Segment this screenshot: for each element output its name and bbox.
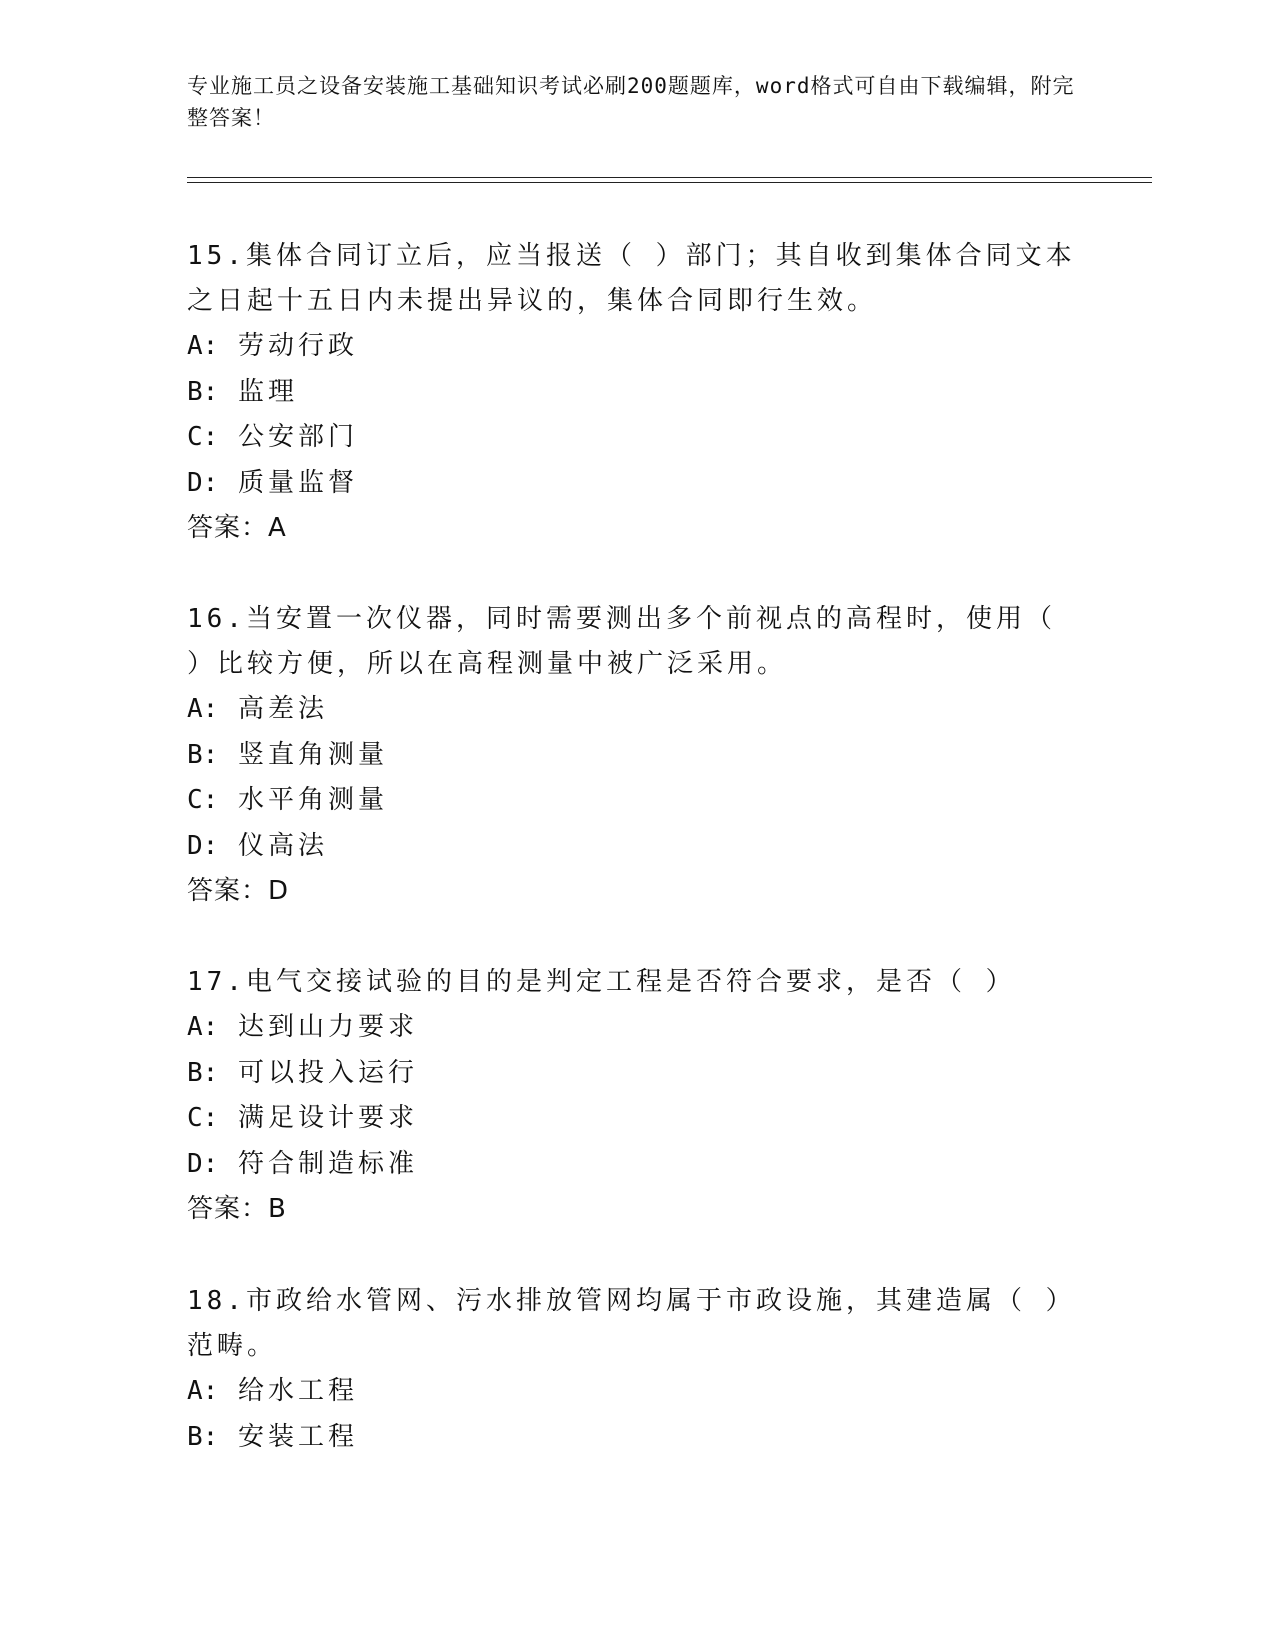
option-letter: B: [187, 376, 219, 407]
document-header: 专业施工员之设备安装施工基础知识考试必刷200题题库，word格式可自由下载编辑，附完整答案！ [187, 74, 1075, 130]
answer-label: 答案：B [187, 1194, 287, 1224]
question-17 [187, 960, 1077, 1233]
option-letter: B: [187, 739, 219, 770]
option-a [187, 324, 1077, 370]
option-d [187, 1142, 1077, 1188]
option-letter: A: [187, 694, 219, 724]
question-stem: 15.集体合同订立后，应当报送（ ）部门；其自收到集体合同文本之日起十五日内未提出异议的，集体合同即行生效。 [187, 241, 1076, 316]
question-stem: 17.电气交接试验的目的是判定工程是否符合要求，是否（ ） [187, 967, 1016, 997]
option-c [187, 778, 1077, 824]
option-d [187, 824, 1077, 870]
answer-label: 答案：A [187, 513, 287, 543]
option-letter: C: [187, 422, 219, 452]
option-letter: D: [187, 1148, 219, 1179]
question-18 [187, 1279, 1077, 1460]
option-b [187, 1415, 1077, 1461]
option-b [187, 1051, 1077, 1097]
option-d [187, 461, 1077, 507]
option-c [187, 1096, 1077, 1142]
option-text: 给水工程 [237, 1376, 358, 1406]
option-letter: D: [187, 830, 219, 861]
question-15 [187, 234, 1077, 552]
option-letter: A: [187, 1012, 219, 1042]
option-text: 满足设计要求 [237, 1103, 418, 1133]
option-a [187, 1369, 1077, 1415]
option-b [187, 370, 1077, 416]
option-c [187, 415, 1077, 461]
header-divider-bottom [187, 182, 1152, 183]
option-b [187, 733, 1077, 779]
question-16 [187, 597, 1077, 915]
option-letter: B: [187, 1421, 219, 1452]
option-letter: D: [187, 467, 219, 498]
option-letter: A: [187, 1376, 219, 1406]
option-a [187, 687, 1077, 733]
option-letter: B: [187, 1057, 219, 1088]
question-stem: 18.市政给水管网、污水排放管网均属于市政设施，其建造属（ ）范畴。 [187, 1286, 1076, 1361]
option-letter: A: [187, 331, 219, 361]
option-text: 安装工程 [237, 1421, 358, 1452]
option-text: 监理 [237, 376, 298, 407]
header-divider-top [187, 177, 1152, 178]
option-text: 公安部门 [237, 422, 358, 452]
option-text: 高差法 [237, 694, 328, 724]
question-stem: 16.当安置一次仪器，同时需要测出多个前视点的高程时，使用（ ）比较方便，所以在高程测量中被广泛采用。 [187, 604, 1056, 679]
option-text: 符合制造标准 [237, 1148, 418, 1179]
option-text: 劳动行政 [237, 331, 358, 361]
option-text: 竖直角测量 [237, 739, 388, 770]
answer-label: 答案：D [187, 876, 290, 906]
option-a [187, 1005, 1077, 1051]
option-text: 水平角测量 [237, 785, 388, 815]
option-text: 质量监督 [237, 467, 358, 498]
option-text: 可以投入运行 [237, 1057, 418, 1088]
option-text: 达到山力要求 [237, 1012, 418, 1042]
option-letter: C: [187, 1103, 219, 1133]
option-letter: C: [187, 785, 219, 815]
option-text: 仪高法 [237, 830, 328, 861]
